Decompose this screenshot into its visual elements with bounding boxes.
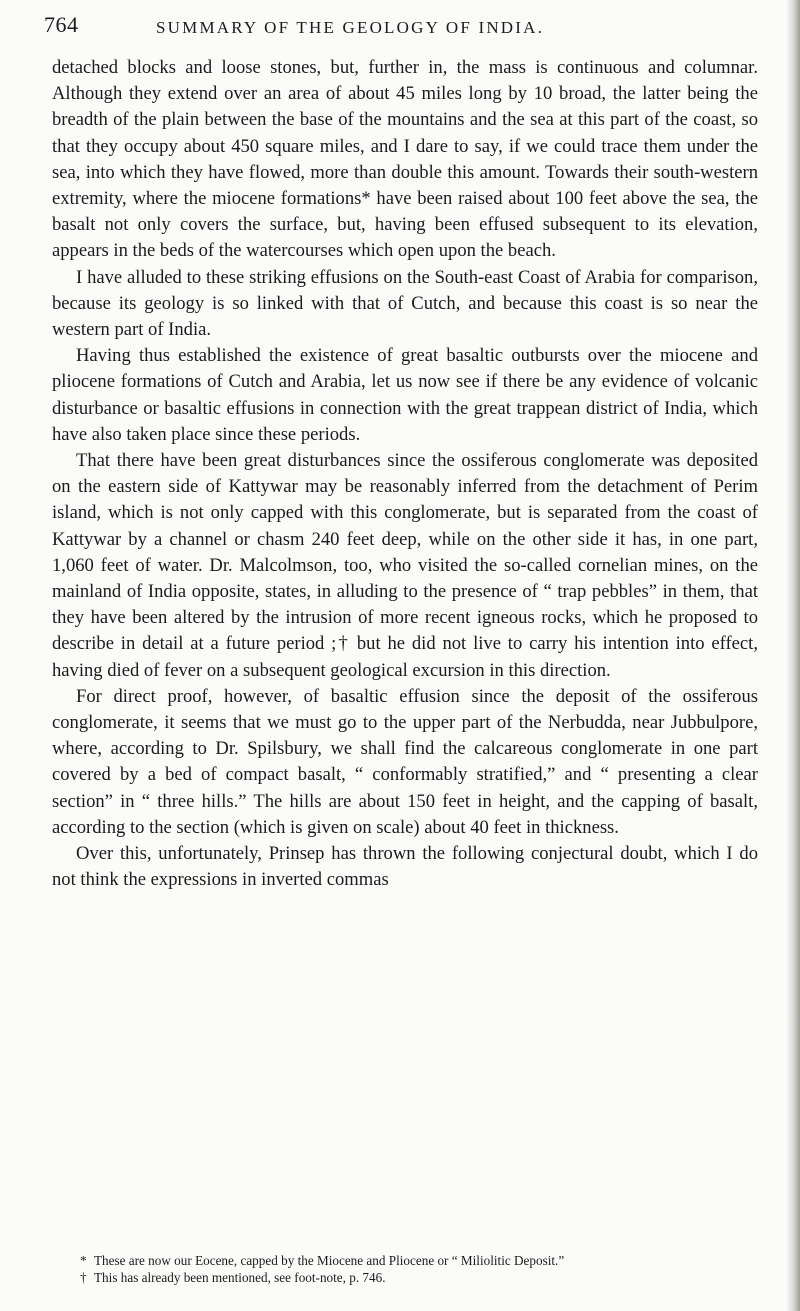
footnote-text: These are now our Eocene, capped by the Miocene and Pliocene or “ Miliolitic Deposit.” [94, 1253, 565, 1268]
paragraph: detached blocks and loose stones, but, further in, the mass is continuous and columnar. Although they extend over an area of about 45 miles long by 10 broad, the latter being the breadth of the plain between the base of the mountains and the sea at this part of the coast, so that they occupy about 450 square miles, and I dare to say, if we could trace them under the sea, into which they have flowed, more than double this amount. Towards their south-western extremity, where the miocene formations* have been raised about 100 feet above the sea, the basalt not only covers the surface, but, having been effused subsequent to its elevation, appears in the beds of the watercourses which open upon the beach. [52, 57, 758, 262]
footnotes [80, 1252, 760, 1286]
page-edge-shadow [786, 0, 800, 1311]
paragraph: That there have been great disturbances since the ossiferous conglomerate was deposited on the eastern side of Kattywar may be reasonably inferred from the detachment of Perim island, which is not only capped with this conglomerate, but is separated from the coast of Kattywar by a channel or chasm 240 feet deep, while on the other side it has, in one part, 1,060 feet of water. Dr. Malcolmson, too, who visited the so-called cornelian mines, on the mainland of India opposite, states, in alluding to the presence of “ trap pebbles” in them, that they have been altered by the intrusion of more recent igneous rocks, which he proposed to describe in detail at a future period ;† but he did not live to carry his intention into effect, having died of fever on a subsequent geological excursion in this direction. [52, 450, 758, 681]
paragraph: Having thus established the existence of great basaltic outbursts over the miocene and pliocene formations of Cutch and Arabia, let us now see if there be any evidence of volcanic disturbance or basaltic effusions in connection with the great trappean district of India, which have also taken place since these periods. [52, 345, 758, 445]
running-title: SUMMARY OF THE GEOLOGY OF INDIA. [156, 18, 545, 37]
footnote-marker: † [80, 1270, 87, 1285]
paragraph: I have alluded to these striking effusions on the South-east Coast of Arabia for comparison, because its geology is so linked with that of Cutch, and because this coast is so near the western part of India. [52, 266, 758, 341]
footnote [80, 1269, 760, 1286]
page-header [44, 12, 744, 44]
page-number: 764 [44, 12, 79, 37]
footnote [80, 1252, 760, 1269]
body-text [52, 55, 758, 894]
footnote-text: This has already been mentioned, see foot-note, p. 746. [94, 1270, 386, 1285]
paragraph: For direct proof, however, of basaltic effusion since the deposit of the ossiferous conglomerate, it seems that we must go to the upper part of the Nerbudda, near Jubbulpore, where, according to Dr. Spilsbury, we shall find the calcareous conglomerate in one part covered by a bed of compact basalt, “ conformably stratified,” and “ presenting a clear section” in “ three hills.” The hills are about 150 feet in height, and the capping of basalt, according to the section (which is given on scale) about 40 feet in thickness. [52, 685, 758, 838]
footnote-marker: * [80, 1253, 87, 1268]
paragraph: Over this, unfortunately, Prinsep has thrown the following conjectural doubt, which I do not think the expressions in inverted commas [52, 843, 758, 891]
